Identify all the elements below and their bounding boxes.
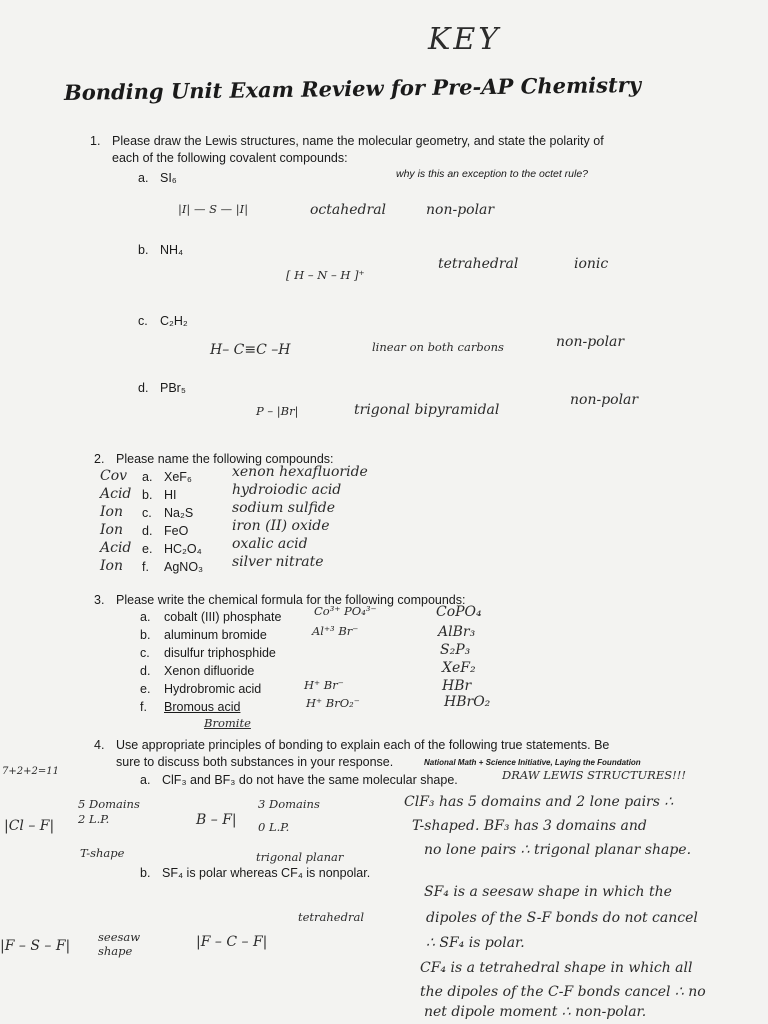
- q4-prompt-line1: Use appropriate principles of bonding to explain each of the following true statements. Be: [116, 738, 610, 752]
- q1d-polarity: non-polar: [570, 392, 639, 408]
- q2-number: 2.: [94, 452, 105, 466]
- q1a-letter: a.: [138, 171, 149, 185]
- q4a-explain-3: no lone pairs ∴ trigonal planar shape.: [424, 842, 692, 858]
- q3d-answer: XeF₂: [442, 660, 476, 676]
- q2d-answer: iron (II) oxide: [232, 518, 330, 534]
- q3d-letter: d.: [140, 664, 151, 678]
- q2f-formula: AgNO₃: [164, 560, 204, 574]
- q2c-letter: c.: [142, 506, 152, 520]
- q1a-lewis: |I| — S — |I|: [178, 202, 249, 216]
- q1-why-note: why is this an exception to the octet rule?: [396, 168, 589, 180]
- q1-prompt-line1: Please draw the Lewis structures, name the molecular geometry, and state the polarity of: [112, 134, 604, 148]
- q3f-letter: f.: [140, 700, 147, 714]
- q1-number: 1.: [90, 134, 101, 148]
- q3c-name: disulfur triphosphide: [164, 646, 276, 660]
- q2f-answer: silver nitrate: [232, 554, 324, 570]
- q3e-ions: H⁺ Br⁻: [304, 678, 344, 692]
- q3c-letter: c.: [140, 646, 150, 660]
- q2c-tag: Ion: [100, 504, 123, 520]
- q1a-geometry: octahedral: [310, 202, 387, 218]
- q2b-letter: b.: [142, 488, 153, 502]
- q1c-polarity: non-polar: [556, 334, 625, 350]
- q3b-ions: Al⁺³ Br⁻: [312, 624, 359, 638]
- q1d-letter: d.: [138, 381, 149, 395]
- q2c-answer: sodium sulfide: [232, 500, 336, 516]
- q4-number: 4.: [94, 738, 105, 752]
- q4a-instruction: DRAW LEWIS STRUCTURES!!!: [502, 768, 686, 782]
- q3f-name: Bromous acid: [164, 700, 241, 714]
- q4a-bf3-shape: trigonal planar: [256, 850, 344, 864]
- q4-credit: National Math + Science Initiative, Laying the Foundation: [424, 758, 641, 767]
- q4b-sf4-shape: seesaw shape: [98, 930, 141, 958]
- q4a-clf3-lewis: |Cl – F|: [4, 818, 55, 834]
- q4a-margin-note: 7+2+2=11: [2, 766, 59, 777]
- q4a-bf3-domains: 3 Domains: [258, 797, 320, 811]
- q3b-name: aluminum bromide: [164, 628, 267, 642]
- q3a-ions: Co³⁺ PO₄³⁻: [314, 604, 377, 618]
- q4b-letter: b.: [140, 866, 151, 880]
- q4b-explain-2: dipoles of the S-F bonds do not cancel: [426, 910, 698, 926]
- q4-prompt-line2: sure to discuss both substances in your response.: [116, 755, 394, 769]
- q2e-answer: oxalic acid: [232, 536, 308, 552]
- q1b-polarity: ionic: [574, 256, 609, 272]
- q4b-statement: SF₄ is polar whereas CF₄ is nonpolar.: [162, 866, 371, 880]
- q2b-formula: HI: [164, 488, 177, 502]
- q2d-letter: d.: [142, 524, 153, 538]
- q3b-answer: AlBr₃: [438, 624, 476, 640]
- q4a-explain-1: ClF₃ has 5 domains and 2 lone pairs ∴: [404, 794, 674, 810]
- q3b-letter: b.: [140, 628, 151, 642]
- q4b-cf4-lewis: |F – C – F|: [196, 934, 268, 950]
- q2e-tag: Acid: [100, 540, 132, 556]
- q2a-answer: xenon hexafluoride: [232, 464, 368, 480]
- q1-prompt-line2: each of the following covalent compounds:: [112, 151, 348, 165]
- q2f-tag: Ion: [100, 558, 123, 574]
- q4a-clf3-domains: 5 Domains: [78, 797, 140, 811]
- q4a-clf3-shape: T-shape: [80, 846, 125, 860]
- q4b-explain-5: the dipoles of the C-F bonds cancel ∴ no: [420, 984, 706, 1000]
- page-title: Bonding Unit Exam Review for Pre-AP Chemistry: [63, 71, 642, 105]
- q4b-cf4-shape: tetrahedral: [298, 910, 365, 924]
- q3e-answer: HBr: [442, 678, 472, 694]
- q4a-letter: a.: [140, 773, 151, 787]
- q1c-lewis: H– C≡C –H: [210, 342, 291, 358]
- q1b-lewis: [ H – N – H ]⁺: [286, 268, 365, 282]
- q4a-statement: ClF₃ and BF₃ do not have the same molecular shape.: [162, 773, 458, 787]
- q3e-name: Hydrobromic acid: [164, 682, 262, 696]
- q3a-answer: CoPO₄: [436, 604, 482, 620]
- q2a-letter: a.: [142, 470, 153, 484]
- q4a-explain-2: T-shaped. BF₃ has 3 domains and: [412, 818, 647, 834]
- q2a-formula: XeF₆: [164, 470, 192, 484]
- q1d-geometry: trigonal bipyramidal: [354, 402, 500, 418]
- q1c-letter: c.: [138, 314, 148, 328]
- q1a-polarity: non-polar: [426, 202, 495, 218]
- key-label: KEY: [428, 22, 502, 57]
- q4a-clf3-lp: 2 L.P.: [78, 812, 110, 826]
- q4b-explain-4: CF₄ is a tetrahedral shape in which all: [420, 960, 693, 976]
- q1b-formula: NH₄: [160, 243, 184, 257]
- q4a-bf3-lewis: B – F|: [196, 812, 237, 828]
- q4b-explain-1: SF₄ is a seesaw shape in which the: [424, 884, 672, 900]
- q1d-formula: PBr₅: [160, 381, 186, 395]
- q3a-letter: a.: [140, 610, 151, 624]
- q2c-formula: Na₂S: [164, 506, 194, 520]
- q2-prompt: Please name the following compounds:: [116, 452, 334, 466]
- q2b-answer: hydroiodic acid: [232, 482, 342, 498]
- q1b-letter: b.: [138, 243, 149, 257]
- q4a-bf3-lp: 0 L.P.: [258, 820, 290, 834]
- q4b-explain-6: net dipole moment ∴ non-polar.: [424, 1004, 647, 1020]
- q3e-letter: e.: [140, 682, 151, 696]
- q3f-ions: H⁺ BrO₂⁻: [306, 696, 360, 710]
- q1b-geometry: tetrahedral: [438, 256, 519, 272]
- q2a-tag: Cov: [100, 468, 128, 484]
- q3-bromite-note: Bromite: [204, 716, 251, 730]
- q2e-formula: HC₂O₄: [164, 542, 202, 556]
- q1c-formula: C₂H₂: [160, 314, 188, 328]
- q3f-answer: HBrO₂: [444, 694, 491, 710]
- q2f-letter: f.: [142, 560, 149, 574]
- q2d-tag: Ion: [100, 522, 123, 538]
- q3c-answer: S₂P₃: [440, 642, 471, 658]
- q1a-formula: SI₆: [160, 171, 177, 185]
- q3-number: 3.: [94, 593, 105, 607]
- q2b-tag: Acid: [100, 486, 132, 502]
- q1c-geometry: linear on both carbons: [372, 340, 504, 354]
- q4b-sf4-lewis: |F – S – F|: [0, 938, 71, 954]
- q2d-formula: FeO: [164, 524, 189, 538]
- q3a-name: cobalt (III) phosphate: [164, 610, 282, 624]
- q3d-name: Xenon difluoride: [164, 664, 255, 678]
- q1d-lewis: P – |Br|: [256, 404, 299, 418]
- q4b-explain-3: ∴ SF₄ is polar.: [426, 935, 525, 951]
- q2e-letter: e.: [142, 542, 153, 556]
- q3-prompt: Please write the chemical formula for the following compounds:: [116, 593, 466, 607]
